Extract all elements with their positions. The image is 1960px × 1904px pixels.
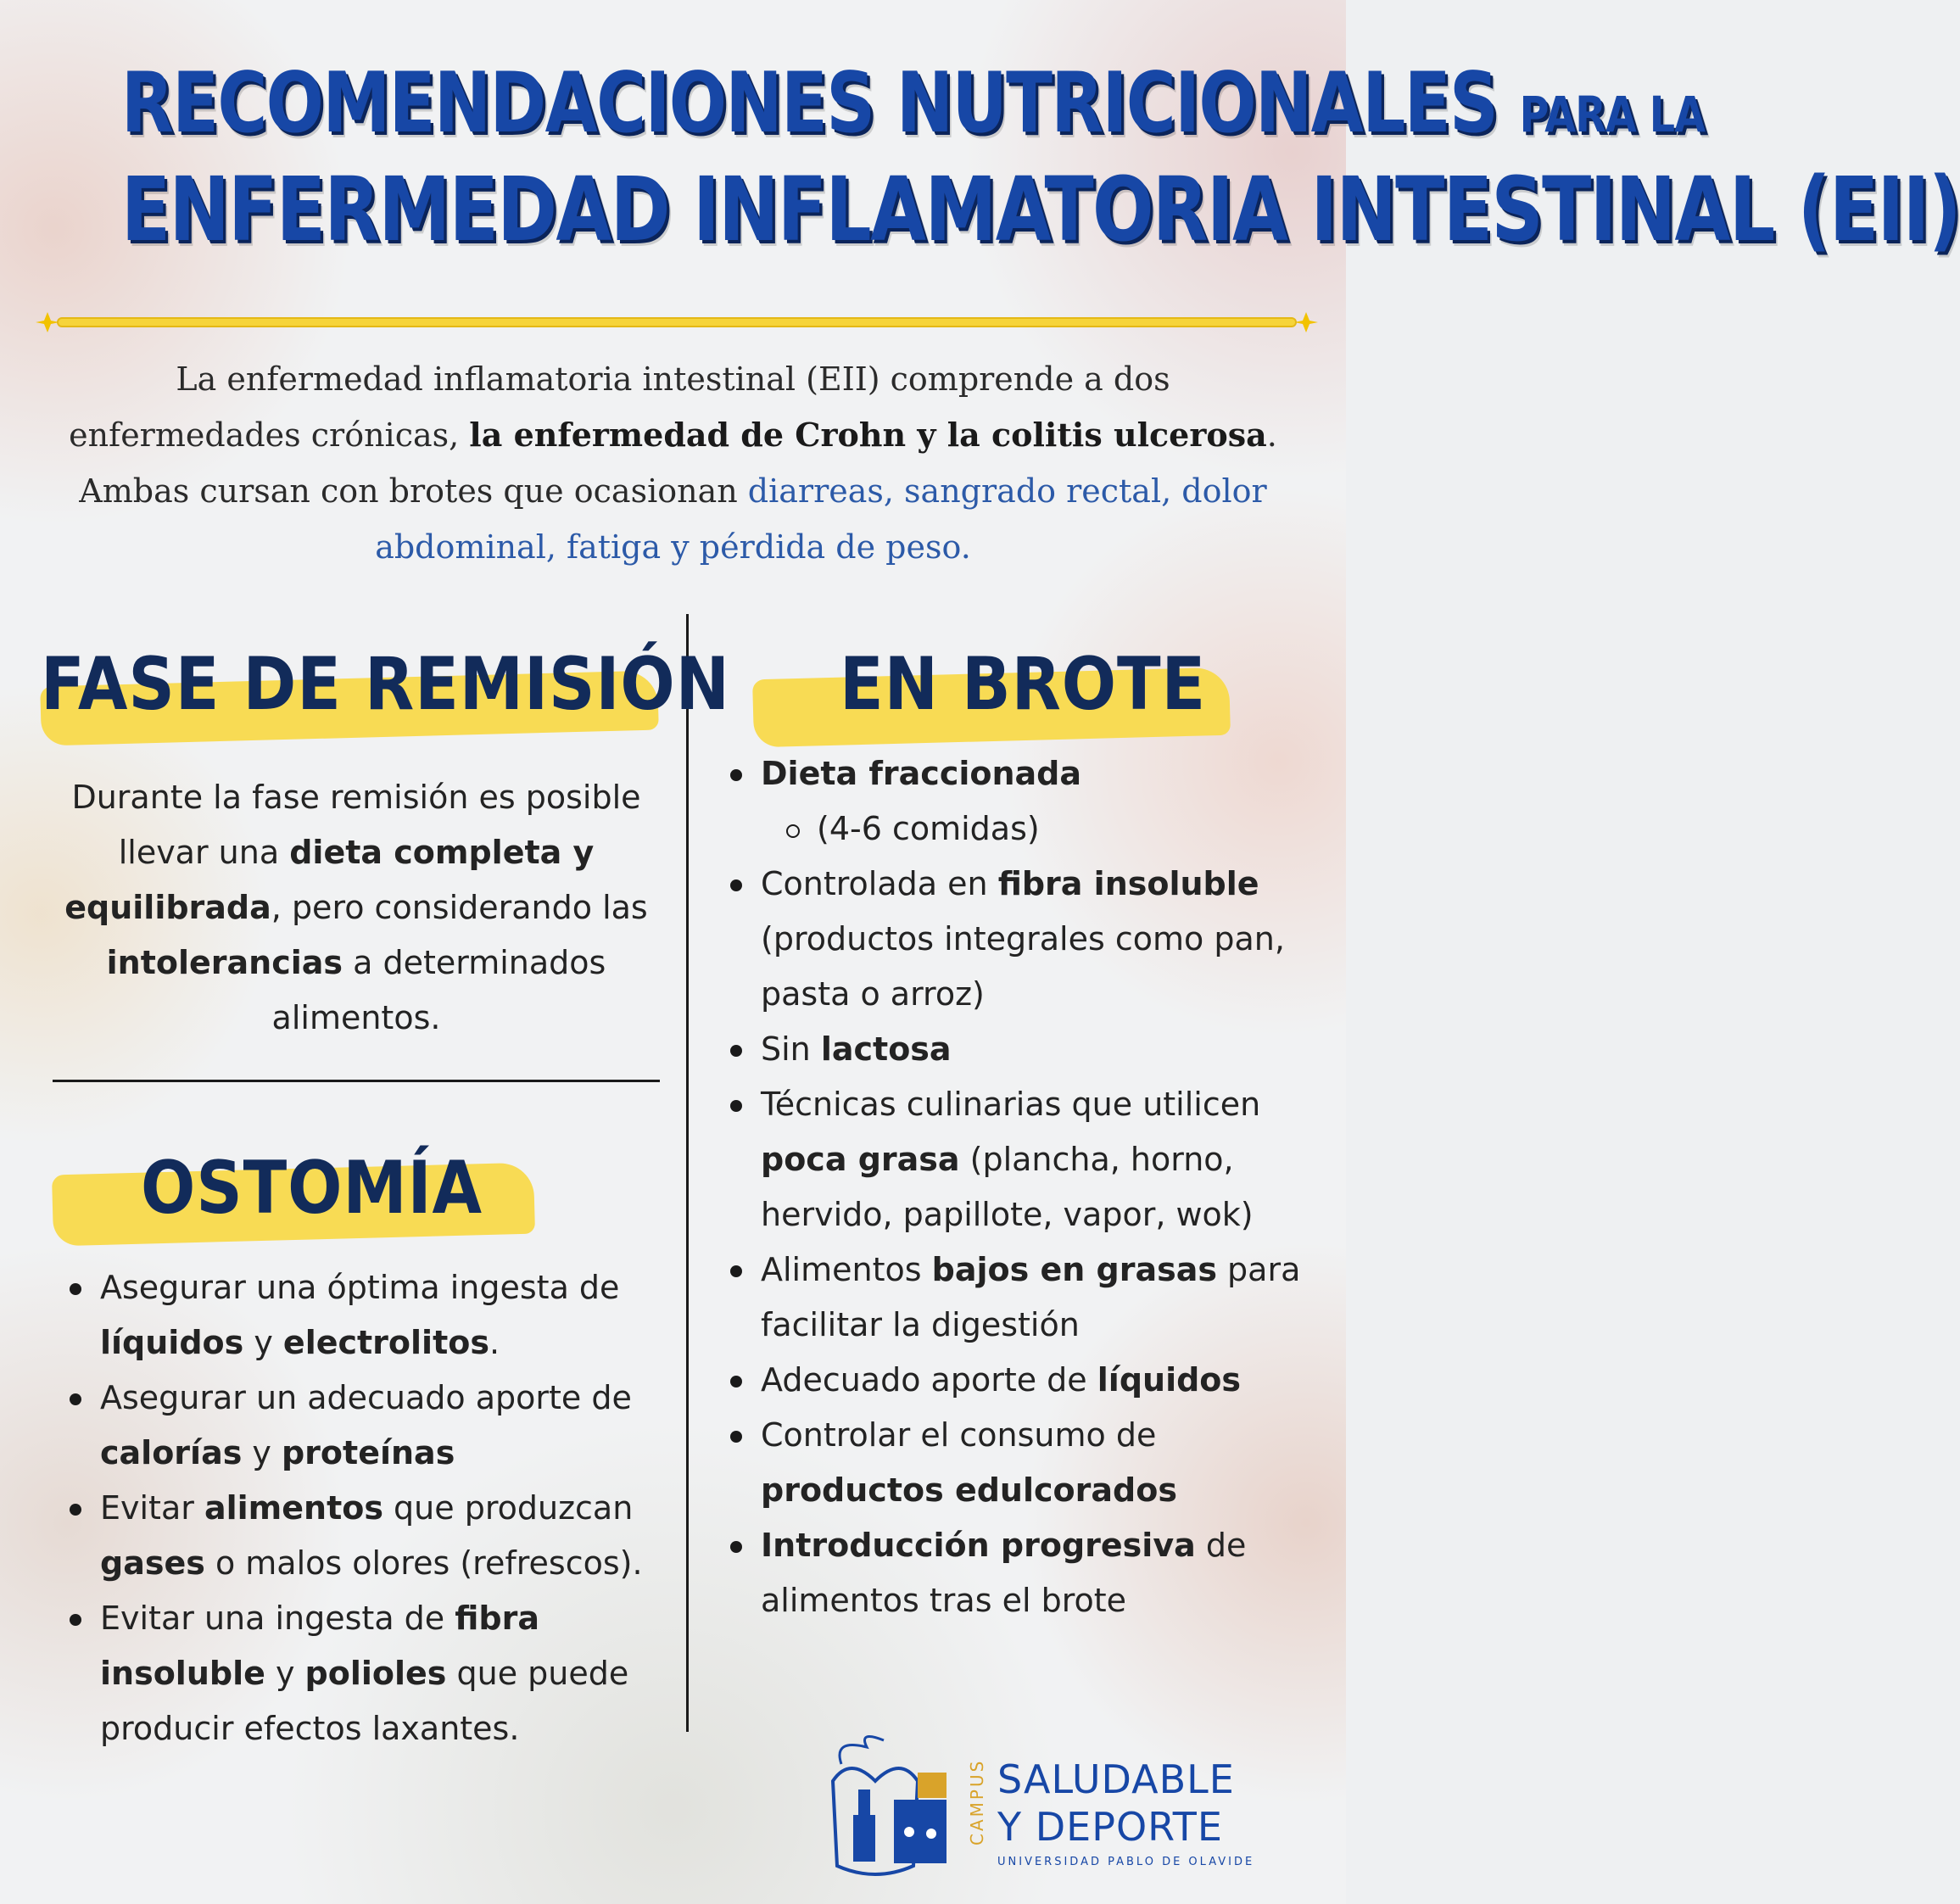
text-run: dieta completa y equilibrada [64,834,595,926]
text-run: Evitar [100,1489,204,1527]
intro-paragraph [59,351,1287,575]
text-run: Adecuado aporte de [761,1361,1097,1399]
text-run: proteínas [281,1434,455,1471]
heading-text: FASE DE REMISIÓN [41,642,730,727]
text-run: que puede producir efectos laxantes. [100,1655,629,1747]
text-run: líquidos [100,1324,244,1361]
heading-en-brote [755,638,1207,731]
text-run: o malos olores (refrescos). [204,1544,643,1582]
text-run: calorías [100,1434,243,1471]
text-run: . Ambas cursan con brotes que ocasionan [79,416,1277,510]
list-item [63,1481,673,1591]
text-run: gases [100,1544,205,1582]
text-run: Controlada en [761,865,998,902]
list-item [723,1518,1317,1628]
text-run: electrolitos [282,1324,489,1361]
poster-title [0,55,1960,261]
list-item [723,1077,1317,1242]
horizontal-divider [53,1080,660,1082]
text-run: Asegurar un adecuado aporte de [100,1379,632,1416]
text-run: a determinados alimentos. [271,944,606,1036]
ostomia-list [63,1260,673,1756]
text-run: la enfermedad de Crohn y la colitis ulcerosa [469,416,1267,454]
text-run: bajos en grasas [931,1251,1217,1288]
logo-line-3: UNIVERSIDAD PABLO DE OLAVIDE [997,1856,1255,1868]
text-run: Dieta fraccionada [761,755,1082,792]
text-run: diarreas, sangrado rectal, dolor abdominal, fatiga y pérdida de peso. [375,472,1267,566]
text-run: Introducción progresiva [761,1527,1196,1564]
list-item [723,1408,1317,1518]
text-run: Asegurar una óptima ingesta de [100,1269,620,1306]
text-run: fibra insoluble [100,1600,540,1692]
text-run: intolerancias [106,944,343,981]
text-run: (plancha, horno, hervido, papillote, vapor, wok) [761,1141,1254,1233]
text-run: fibra insoluble [997,865,1259,902]
title-line-1 [120,55,1706,159]
text-run: Alimentos [761,1251,932,1288]
text-run: . [489,1324,500,1361]
text-run: La enfermedad inflamatoria intestinal (EII) comprende a dos enfermedades crónicas, [69,360,1170,454]
text-run: Técnicas culinarias que utilicen [761,1086,1261,1123]
text-run: (productos integrales como pan, pasta o arroz) [761,920,1285,1013]
remision-paragraph [53,770,660,1046]
vertical-divider [686,614,689,1732]
text-run: productos edulcorados [761,1471,1177,1509]
list-item [63,1371,673,1481]
text-run: Durante la fase remisión es posible llevar una [71,779,641,871]
text-run: Sin [761,1030,821,1068]
heading-text: OSTOMÍA [141,1146,483,1231]
list-item [63,1260,673,1371]
gold-divider-rule [32,307,1321,338]
title-line-2: ENFERMEDAD INFLAMATORIA INTESTINAL (EII) [120,158,1960,261]
logo-line-1: SALUDABLE [997,1756,1235,1802]
text-run: poca grasa [761,1141,960,1178]
logo-wordmark [997,1756,1254,1868]
logo-campus-vertical: CAMPUS [967,1758,987,1846]
list-item [723,1022,1317,1077]
text-run: Evitar una ingesta de [100,1600,455,1637]
text-run: líquidos [1097,1361,1242,1399]
list-item [63,1591,673,1756]
text-run: lactosa [820,1030,952,1068]
sub-list-item [723,801,1317,857]
text-run: para facilitar la digestión [761,1251,1301,1343]
text-run: Controlar el consumo de [761,1416,1157,1454]
text-run: polioles [304,1655,447,1692]
text-run: y [242,1434,282,1471]
text-run: alimentos [204,1489,383,1527]
title-small: PARA LA [1519,86,1706,143]
heading-ostomia [53,1142,483,1235]
text-run: (4-6 comidas) [817,810,1040,847]
list-item [723,857,1317,1022]
text-run: que produzcan [383,1489,634,1527]
title-main-1: RECOMENDACIONES NUTRICIONALES [120,55,1498,152]
heading-fase-remision [41,638,824,731]
list-item [723,1242,1317,1353]
list-item [723,746,1317,801]
text-run: y [243,1324,283,1361]
brote-list [723,746,1317,1628]
heading-text: EN BROTE [840,642,1207,727]
text-run: y [265,1655,305,1692]
logo-line-2: Y DEPORTE [997,1804,1223,1850]
list-item [723,1353,1317,1408]
text-run: de alimentos tras el brote [761,1527,1247,1619]
text-run: , pero considerando las [271,889,648,926]
